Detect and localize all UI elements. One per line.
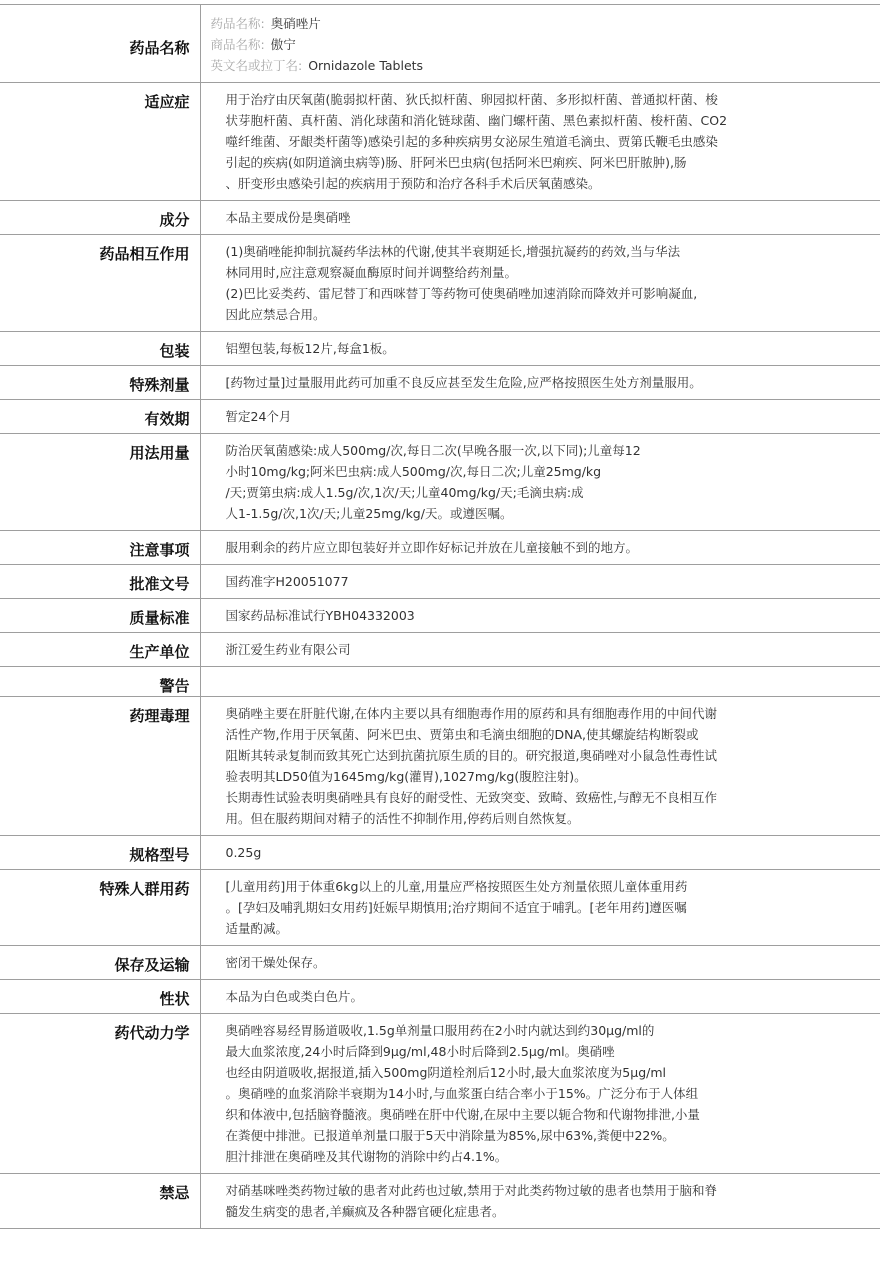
section-row [0, 980, 880, 1014]
section-text-line: 状芽胞杆菌、真杆菌、消化球菌和消化链球菌、幽门螺杆菌、黑色素拟杆菌、梭杆菌、CO2 [225, 113, 728, 128]
english-name-value: Ornidazole Tablets [308, 58, 424, 73]
section-text-line: 防治厌氧菌感染:成人500mg/次,每日二次(早晚各服一次,以下同);儿童每12 [225, 443, 641, 458]
section-row [0, 565, 880, 599]
section-row [0, 83, 880, 201]
section-row [0, 332, 880, 366]
section-text-line: /天;贾第虫病:成人1.5g/次,1次/天;儿童40mg/kg/天;毛滴虫病:成 [225, 485, 584, 500]
section-content [200, 565, 880, 599]
section-label: 有效期 [0, 400, 200, 434]
section-content [200, 633, 880, 667]
section-row [0, 870, 880, 946]
section-content [200, 366, 880, 400]
section-text-line: 本品主要成份是奥硝唑 [225, 210, 351, 225]
section-text-line: 对硝基咪唑类药物过敏的患者对此药也过敏,禁用于对此类药物过敏的患者也禁用于脑和脊 [225, 1183, 717, 1198]
section-text-line: 最大血浆浓度,24小时后降到9μg/ml,48小时后降到2.5μg/ml。奥硝唑 [225, 1044, 615, 1059]
section-content [200, 1174, 880, 1229]
section-text-line: 本品为白色或类白色片。 [225, 989, 364, 1004]
section-text-line: 暂定24个月 [225, 409, 292, 424]
section-content [200, 235, 880, 332]
section-text-line: 引起的疾病(如阴道滴虫病等)肠、肝阿米巴虫病(包括阿米巴痢疾、阿米巴肝脓肿),肠 [225, 155, 687, 170]
section-label: 规格型号 [0, 836, 200, 870]
section-label: 适应症 [0, 83, 200, 201]
section-content [200, 667, 880, 697]
trade-name-value: 傲宁 [270, 37, 296, 52]
section-text-line: 小时10mg/kg;阿米巴虫病:成人500mg/次,每日二次;儿童25mg/kg [225, 464, 602, 479]
section-label: 特殊人群用药 [0, 870, 200, 946]
section-content [200, 946, 880, 980]
section-row [0, 667, 880, 697]
drug-info-table [0, 4, 880, 1229]
section-row [0, 697, 880, 836]
section-text-line: 活性产物,作用于厌氧菌、阿米巴虫、贾第虫和毛滴虫细胞的DNA,使其螺旋结构断裂或 [225, 727, 699, 742]
section-content [200, 1014, 880, 1174]
section-label: 禁忌 [0, 1174, 200, 1229]
section-text-line: 适量酌减。 [225, 921, 289, 936]
section-text-line: 奥硝唑主要在肝脏代谢,在体内主要以具有细胞毒作用的原药和具有细胞毒作用的中间代谢 [225, 706, 717, 721]
section-text-line: [药物过量]过量服用此药可加重不良反应甚至发生危险,应严格按照医生处方剂量服用。 [225, 375, 702, 390]
section-text-line: 用于治疗由厌氧菌(脆弱拟杆菌、狄氏拟杆菌、卵园拟杆菌、多形拟杆菌、普通拟杆菌、梭 [225, 92, 718, 107]
section-text-line: 。奥硝唑的血浆消除半衰期为14小时,与血浆蛋白结合率小于15%。广泛分布于人体组 [225, 1086, 699, 1101]
generic-name-key: 药品名称: [210, 16, 265, 31]
section-text-line: 密闭干燥处保存。 [225, 955, 326, 970]
drug-name-label: 药品名称 [0, 5, 200, 83]
section-row [0, 400, 880, 434]
section-label: 用法用量 [0, 434, 200, 531]
section-row [0, 235, 880, 332]
generic-name-value: 奥硝唑片 [270, 16, 321, 31]
section-content [200, 400, 880, 434]
section-text-line: 国家药品标准试行YBH04332003 [225, 608, 415, 623]
section-text-line: 林同用时,应注意观察凝血酶原时间并调整给药剂量。 [225, 265, 517, 280]
section-text-line: 噬纤维菌、牙龈类杆菌等)感染引起的多种疾病男女泌尿生殖道毛滴虫、贾第氏鞭毛虫感染 [225, 134, 718, 149]
section-content [200, 980, 880, 1014]
section-text-line: 、肝变形虫感染引起的疾病用于预防和治疗各科手术后厌氧菌感染。 [225, 176, 601, 191]
english-name-row [211, 55, 871, 76]
section-row [0, 434, 880, 531]
trade-name-key: 商品名称: [210, 37, 265, 52]
section-text-line: (2)巴比妥类药、雷尼替丁和西咪替丁等药物可使奥硝唑加速消除而降效并可影响凝血, [225, 286, 698, 301]
section-text-line: 胆汁排泄在奥硝唑及其代谢物的消除中约占4.1%。 [225, 1149, 508, 1164]
section-label: 成分 [0, 201, 200, 235]
section-text-line: 在粪便中排泄。已报道单剂量口服于5天中消除量为85%,尿中63%,粪便中22%。 [225, 1128, 675, 1143]
section-row [0, 1014, 880, 1174]
section-row [0, 1174, 880, 1229]
english-name-key: 英文名或拉丁名: [210, 58, 303, 73]
drug-name-values [200, 5, 880, 83]
section-label: 药理毒理 [0, 697, 200, 836]
section-row [0, 946, 880, 980]
section-content [200, 83, 880, 201]
section-text-line: 奥硝唑容易经胃肠道吸收,1.5g单剂量口服用药在2小时内就达到约30μg/ml的 [225, 1023, 655, 1038]
section-row [0, 201, 880, 235]
section-text-line: 因此应禁忌合用。 [225, 307, 326, 322]
section-content [200, 836, 880, 870]
section-label: 警告 [0, 667, 200, 697]
section-label: 药代动力学 [0, 1014, 200, 1174]
section-label: 注意事项 [0, 531, 200, 565]
section-text-line: 0.25g [225, 845, 262, 860]
section-label: 批准文号 [0, 565, 200, 599]
section-text-line: 髓发生病变的患者,羊癫疯及各种器官硬化症患者。 [225, 1204, 505, 1219]
section-content [200, 332, 880, 366]
section-text-line: 国药准字H20051077 [225, 574, 349, 589]
section-text-line: 服用剩余的药片应立即包装好并立即作好标记并放在儿童接触不到的地方。 [225, 540, 639, 555]
section-row [0, 531, 880, 565]
section-text-line: (1)奥硝唑能抑制抗凝药华法林的代谢,使其半衰期延长,增强抗凝药的药效,当与华法 [225, 244, 681, 259]
drug-name-row [0, 5, 880, 83]
section-label: 性状 [0, 980, 200, 1014]
section-text-line: 人1-1.5g/次,1次/天;儿童25mg/kg/天。或遵医嘱。 [225, 506, 513, 521]
section-text-line: 铝塑包装,每板12片,每盒1板。 [225, 341, 395, 356]
section-content [200, 870, 880, 946]
section-content [200, 599, 880, 633]
section-text-line: 也经由阴道吸收,据报道,插入500mg阴道栓剂后12小时,最大血浆浓度为5μg/ml [225, 1065, 666, 1080]
generic-name-row [211, 13, 871, 34]
section-content [200, 531, 880, 565]
section-text-line: 验表明其LD50值为1645mg/kg(灌胃),1027mg/kg(腹腔注射)。 [225, 769, 587, 784]
section-content [200, 201, 880, 235]
trade-name-row [211, 34, 871, 55]
section-text-line: 织和体液中,包括脑脊髓液。奥硝唑在肝中代谢,在尿中主要以轭合物和代谢物排泄,小量 [225, 1107, 700, 1122]
section-label: 保存及运输 [0, 946, 200, 980]
section-label: 生产单位 [0, 633, 200, 667]
section-label: 特殊剂量 [0, 366, 200, 400]
section-text-line: 用。但在服药期间对精子的活性不抑制作用,停药后则自然恢复。 [225, 811, 580, 826]
section-text-line: 浙江爱生药业有限公司 [225, 642, 351, 657]
section-label: 包装 [0, 332, 200, 366]
section-row [0, 366, 880, 400]
section-text-line: 。[孕妇及哺乳期妇女用药]妊娠早期慎用;治疗期间不适宜于哺乳。[老年用药]遵医嘱 [225, 900, 687, 915]
section-label: 药品相互作用 [0, 235, 200, 332]
section-content [200, 697, 880, 836]
section-text-line: [儿童用药]用于体重6kg以上的儿童,用量应严格按照医生处方剂量依照儿童体重用药 [225, 879, 688, 894]
section-row [0, 599, 880, 633]
section-content [200, 434, 880, 531]
section-text-line: 阻断其转录复制而致其死亡达到抗菌抗原生质的目的。研究报道,奥硝唑对小鼠急性毒性试 [225, 748, 717, 763]
section-row [0, 836, 880, 870]
section-label: 质量标准 [0, 599, 200, 633]
section-text-line: 长期毒性试验表明奥硝唑具有良好的耐受性、无致突变、致畸、致癌性,与醇无不良相互作 [225, 790, 717, 805]
section-row [0, 633, 880, 667]
